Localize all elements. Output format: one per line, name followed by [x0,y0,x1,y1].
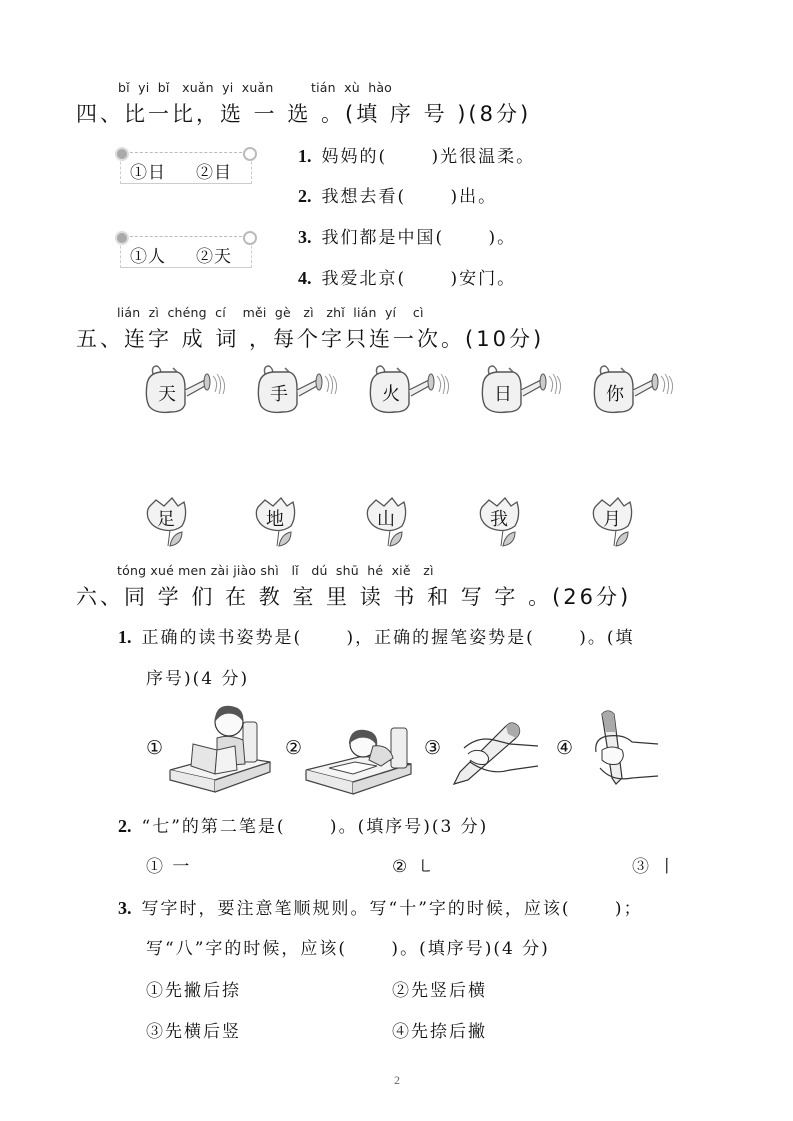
picture-label-1: ① [146,737,164,759]
question-text[interactable]: 我们都是中国( )。 [321,228,517,248]
section6-pinyin: tóng xué men zài jiào shì lǐ dú shū hé xiě zì [117,563,434,578]
flower-character: 我 [490,509,508,530]
watering-can-4[interactable] [479,360,567,420]
section5-title: 五、连字 成 词 ，每个字只连一次。(10分) [76,327,545,351]
option-a: ①人 [130,247,166,267]
watering-can-3[interactable] [367,360,455,420]
q3-option-4[interactable]: ④先捺后撇 [392,1022,487,1042]
frame-dot-icon [243,231,257,245]
section5-pinyin: lián zì chéng cí měi gè zì zhǐ lián yí cì [117,305,424,320]
question-text[interactable]: 我想去看( )出。 [321,187,498,207]
question-text[interactable]: 正确的读书姿势是( )，正确的握笔姿势是( )。(填 [141,628,635,648]
frame-dot-icon [115,231,129,245]
option-group-2 [116,232,256,272]
section4-pinyin: bǐ yi bǐ xuǎn yi xuǎn tián xù hào [118,80,393,95]
hand-holding-pen-correct-icon [450,718,540,790]
picture-label-4: ④ [556,737,574,759]
picture-label-2: ② [285,737,303,759]
option-b: ②天 [196,247,232,267]
section6-q1-line2: 序号)(4 分) [146,669,250,689]
watering-can-icon [367,360,455,420]
flower-3[interactable] [364,496,414,551]
student-slouching-icon [303,722,413,797]
watering-can-1[interactable] [143,360,231,420]
page-number: 2 [394,1073,400,1087]
option-group-1 [116,148,256,188]
section6-q2: 2. “七”的第二笔是( )。(填序号)(3 分) [118,816,489,837]
question-text[interactable]: 妈妈的( )光很温柔。 [321,147,536,167]
can-character: 火 [382,384,400,405]
section6-title: 六、同 学 们 在 教 室 里 读 书 和 写 字 。(26分) [76,585,632,609]
watering-can-5[interactable] [591,360,679,420]
q3-option-2[interactable]: ②先竖后横 [392,981,487,1001]
watering-can-icon [591,360,679,420]
student-reading-upright-icon [165,700,275,795]
section6-q3-line2[interactable]: 写“八”字的时候，应该( )。(填序号)(4 分) [146,939,550,959]
can-character: 天 [158,384,176,405]
watering-can-icon [255,360,343,420]
can-character: 日 [494,384,512,405]
picture-label-3: ③ [424,737,442,759]
section4-question-2: 2. 我想去看( )出。 [298,186,498,207]
flower-1[interactable] [144,496,194,551]
section4-question-4: 4. 我爱北京( )安门。 [298,268,517,289]
q2-option-2[interactable]: ② ㇄ [392,857,436,877]
flower-character: 地 [266,509,284,530]
section4-question-3: 3. 我们都是中国( )。 [298,227,517,248]
picture-boy-reading-slouched[interactable] [303,722,413,801]
flower-5[interactable] [590,496,640,551]
watering-can-icon [479,360,567,420]
section6-q1-line1: 1. 正确的读书姿势是( )，正确的握笔姿势是( )。(填 [118,627,635,648]
q2-option-1[interactable]: ① 一 [146,857,192,877]
can-character: 手 [270,384,288,405]
section6-q3-line1: 3. 写字时，要注意笔顺规则。写“十”字的时候，应该( )； [118,898,643,919]
can-character: 你 [606,384,624,405]
q2-option-3[interactable]: ③ 丨 [632,857,678,877]
frame-dot-icon [115,147,129,161]
question-text[interactable]: “七”的第二笔是( )。(填序号)(3 分) [141,817,489,837]
picture-correct-pen-grip[interactable] [450,718,540,794]
flower-character: 足 [157,509,175,530]
section4-question-1: 1. 妈妈的( )光很温柔。 [298,146,536,167]
hand-holding-pen-fist-icon [592,708,662,793]
q3-option-3[interactable]: ③先横后竖 [146,1022,241,1042]
watering-can-2[interactable] [255,360,343,420]
picture-fist-pen-grip[interactable] [592,708,662,797]
flower-character: 山 [377,509,395,530]
question-text[interactable]: 写字时，要注意笔顺规则。写“十”字的时候，应该( )； [141,899,643,919]
option-b: ②目 [196,163,232,183]
flower-4[interactable] [477,496,527,551]
option-a: ①日 [130,163,166,183]
picture-boy-reading-upright[interactable] [165,700,275,799]
frame-dot-icon [243,147,257,161]
question-text[interactable]: 我爱北京( )安门。 [321,269,517,289]
q3-option-1[interactable]: ①先撇后捺 [146,981,241,1001]
flower-character: 月 [603,509,621,530]
flower-2[interactable] [253,496,303,551]
section4-title: 四、比一比，选 一 选 。(填 序 号 )(8分) [76,102,532,126]
watering-can-icon [143,360,231,420]
